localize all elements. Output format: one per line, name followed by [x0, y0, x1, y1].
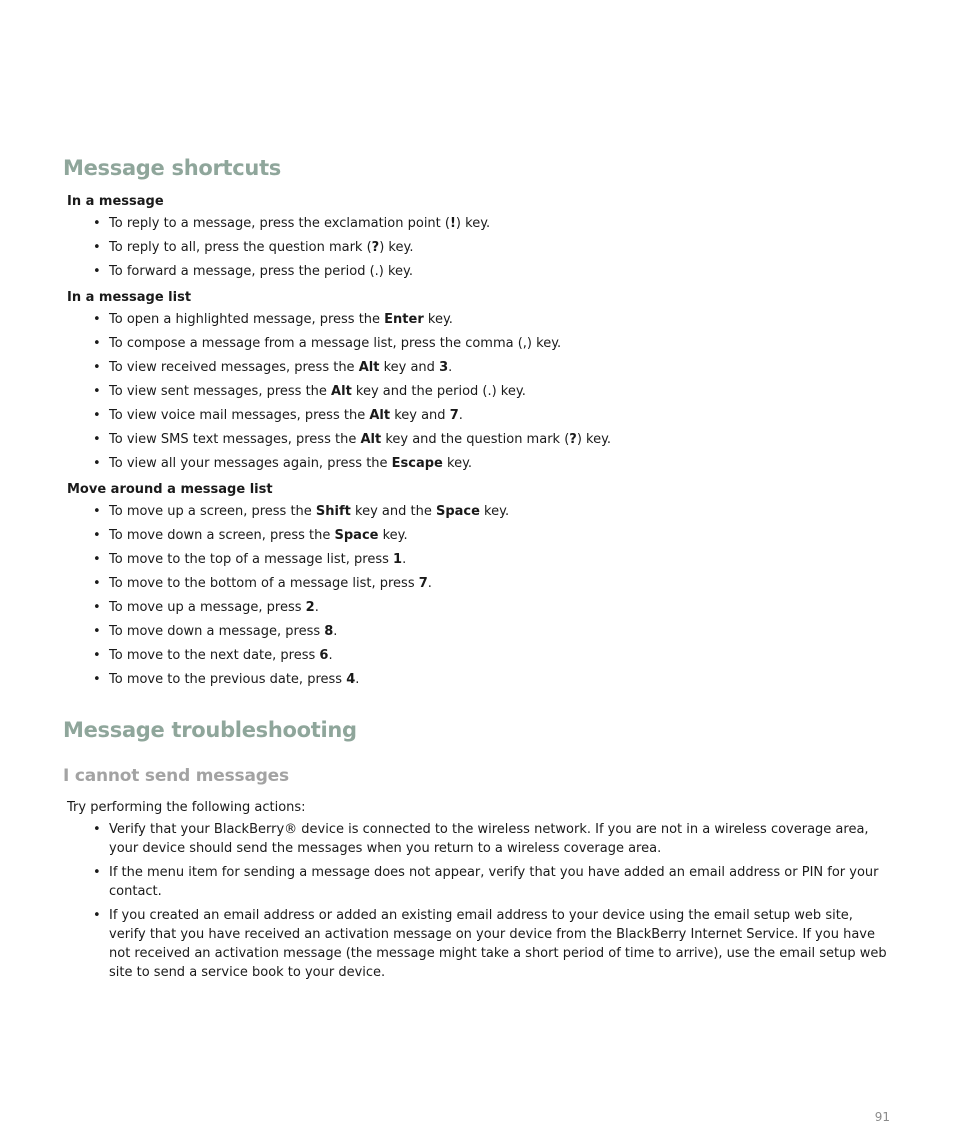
key-name: 7 [449, 408, 459, 423]
bullet-marker: • [93, 432, 101, 447]
text-segment: To reply to a message, press the exclamation point ( [109, 216, 450, 231]
bullet-marker: • [93, 504, 101, 519]
bullet-marker: • [93, 240, 101, 255]
bullet-marker: • [93, 216, 101, 231]
shortcut-list [63, 214, 893, 281]
troubleshooting-list [63, 820, 893, 982]
text-segment: To reply to all, press the question mark ( [109, 240, 372, 255]
shortcut-group-heading: In a message [67, 194, 164, 209]
key-name: 2 [305, 600, 315, 615]
key-name: 3 [439, 360, 449, 375]
shortcut-list [63, 502, 893, 689]
text-segment: To forward a message, press the period (.) key. [109, 264, 414, 279]
shortcut-group-heading: In a message list [67, 290, 192, 305]
key-name: 6 [319, 648, 329, 663]
list-item [63, 214, 893, 233]
bullet-marker: • [93, 528, 101, 543]
text-segment: To move up a screen, press the [109, 504, 316, 519]
list-item [63, 502, 893, 521]
list-item [63, 526, 893, 545]
key-name: Escape [391, 456, 443, 471]
bullet-marker: • [93, 384, 101, 399]
list-item [63, 863, 893, 901]
list-item [63, 334, 893, 353]
key-name: 8 [324, 624, 334, 639]
text-segment: key and [379, 360, 440, 375]
shortcut-group-heading: Move around a message list [67, 482, 273, 497]
key-name: Space [334, 528, 379, 543]
list-item [63, 310, 893, 329]
text-segment: key and the question mark ( [381, 432, 570, 447]
key-name: Alt [358, 360, 380, 375]
text-segment: To view voice mail messages, press the [109, 408, 370, 423]
bullet-marker: • [93, 360, 101, 375]
list-item [63, 430, 893, 449]
text-segment: Verify that your BlackBerry® device is connected to the wireless network. If you are not in a wireless coverage area, your device should send the messages when you return to a wireless coverage area. [109, 822, 869, 856]
key-name: Alt [360, 432, 382, 447]
text-segment: ) key. [455, 216, 491, 231]
text-segment: ) key. [576, 432, 612, 447]
bullet-marker: • [93, 908, 101, 923]
key-name: Alt [331, 384, 352, 399]
text-segment: key. [442, 456, 473, 471]
list-item [63, 646, 893, 665]
list-item [63, 382, 893, 401]
text-segment: . [333, 624, 338, 639]
text-segment: . [448, 360, 453, 375]
key-name: ? [371, 240, 380, 255]
list-item [63, 906, 893, 982]
text-segment: To view SMS text messages, press the [109, 432, 361, 447]
text-segment: . [314, 600, 319, 615]
text-segment: To move down a screen, press the [109, 528, 335, 543]
list-item [63, 262, 893, 281]
text-segment: To open a highlighted message, press the [109, 312, 385, 327]
bullet-marker: • [93, 336, 101, 351]
troubleshooting-intro: Try performing the following actions: [67, 800, 306, 815]
text-segment: To move to the previous date, press [109, 672, 347, 687]
list-item [63, 550, 893, 569]
list-item [63, 820, 893, 858]
text-segment: . [458, 408, 463, 423]
key-name: ? [569, 432, 577, 447]
bullet-marker: • [93, 576, 101, 591]
text-segment: . [402, 552, 407, 567]
text-segment: . [328, 648, 333, 663]
text-segment: key. [423, 312, 453, 327]
text-segment: . [427, 576, 432, 591]
bullet-marker: • [93, 408, 101, 423]
key-name: Alt [369, 408, 391, 423]
bullet-marker: • [93, 624, 101, 639]
bullet-marker: • [93, 600, 101, 615]
text-segment: key. [378, 528, 408, 543]
key-name: Shift [315, 504, 351, 519]
text-segment: To move to the next date, press [109, 648, 320, 663]
bullet-marker: • [93, 312, 101, 327]
shortcut-list [63, 310, 893, 473]
key-name: Enter [384, 312, 424, 327]
text-segment: To compose a message from a message list, press the comma (,) key. [109, 336, 562, 351]
text-segment: key and [390, 408, 450, 423]
list-item [63, 598, 893, 617]
text-segment: If you created an email address or added an existing email address to your device using the email setup web site, verify that you have received an activation message on your device from the BlackBerry Internet Service. If you have not received an activation message (the message might take a short period of time to arrive), use the email setup web site to send a service book to your device. [109, 908, 887, 980]
section-title-shortcuts: Message shortcuts [63, 156, 282, 180]
text-segment: To move to the bottom of a message list, press [109, 576, 419, 591]
text-segment: To view received messages, press the [109, 360, 359, 375]
text-segment: . [355, 672, 360, 687]
key-name: 7 [418, 576, 428, 591]
text-segment: To view sent messages, press the [109, 384, 332, 399]
text-segment: ) key. [379, 240, 414, 255]
list-item [63, 670, 893, 689]
key-name: 1 [393, 552, 403, 567]
key-name: ! [449, 216, 456, 231]
text-segment: To move down a message, press [109, 624, 325, 639]
text-segment: To view all your messages again, press the [109, 456, 392, 471]
list-item [63, 622, 893, 641]
bullet-marker: • [93, 456, 101, 471]
bullet-marker: • [93, 672, 101, 687]
section-title-troubleshooting: Message troubleshooting [63, 718, 357, 742]
key-name: Space [435, 504, 480, 519]
text-segment: To move up a message, press [109, 600, 306, 615]
list-item [63, 238, 893, 257]
page-number: 91 [874, 1110, 890, 1124]
text-segment: To move to the top of a message list, press [109, 552, 394, 567]
bullet-marker: • [93, 552, 101, 567]
subsection-title-cannot-send: I cannot send messages [63, 766, 289, 786]
page-content [63, 150, 893, 987]
list-item [63, 406, 893, 425]
text-segment: key and the period (.) key. [351, 384, 526, 399]
text-segment: key and the [350, 504, 436, 519]
list-item [63, 358, 893, 377]
bullet-marker: • [93, 648, 101, 663]
shortcut-groups [63, 190, 893, 689]
bullet-marker: • [93, 264, 101, 279]
text-segment: If the menu item for sending a message does not appear, verify that you have added an email address or PIN for your contact. [109, 865, 879, 899]
list-item [63, 454, 893, 473]
bullet-marker: • [93, 865, 101, 880]
key-name: 4 [346, 672, 356, 687]
text-segment: key. [479, 504, 510, 519]
list-item [63, 574, 893, 593]
bullet-marker: • [93, 822, 101, 837]
